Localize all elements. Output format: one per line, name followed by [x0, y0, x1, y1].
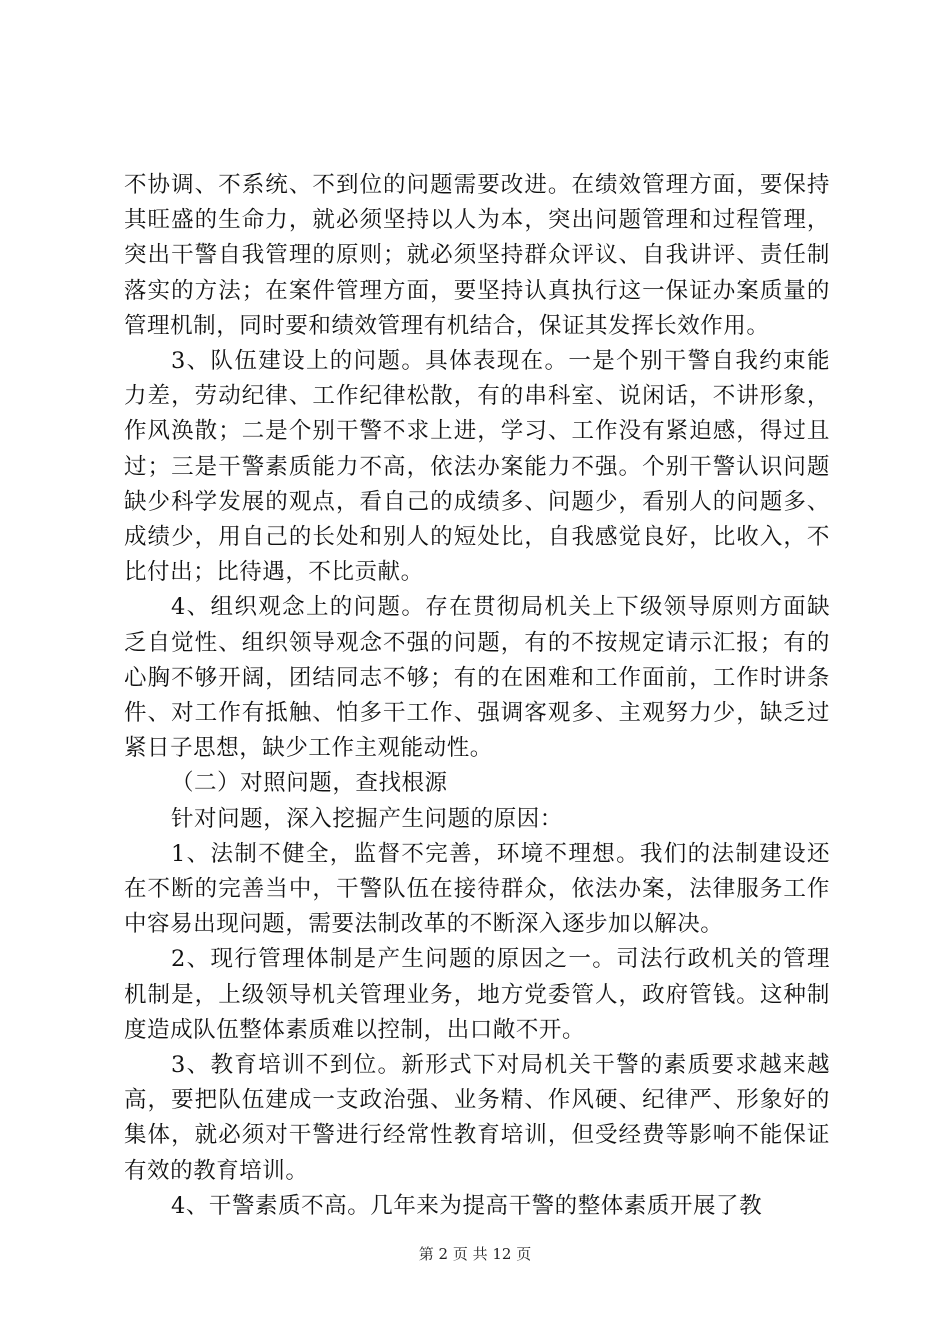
paragraph-team-building-issues: 3、队伍建设上的问题。具体表现在。一是个别干警自我约束能力差，劳动纪律、工作纪律松散，有的串科室、说闲话，不讲形象，作风涣散；二是个别干警不求上进，学习、工作没有紧迫感，得过且过；三是干警素质能力不高，依法办案能力不强。个别干警认识问题缺少科学发展的观点，看自己的成绩多、问题少，看别人的问题多、成绩少，用自己的长处和别人的短处比，自我感觉良好，比收入，不比付出；比待遇，不比贡献。: [124, 348, 830, 586]
section-heading-root-causes: （二）对照问题，查找根源: [171, 770, 448, 797]
paragraph-cause-management-system: 2、现行管理体制是产生问题的原因之一。司法行政机关的管理机制是，上级领导机关管理业务，地方党委管人，政府管钱。这种制度造成队伍整体素质难以控制，出口敞不开。: [124, 946, 830, 1043]
page-number-footer: 第 2 页 共 12 页: [418, 1245, 532, 1263]
paragraph-causes-intro: 针对问题，深入挖掘产生问题的原因：: [171, 805, 563, 832]
document-body: [124, 168, 830, 1224]
paragraph-cause-training: 3、教育培训不到位。新形式下对局机关干警的素质要求越来越高，要把队伍建成一支政治强、业务精、作风硬、纪律严、形象好的集体，就必须对干警进行经常性教育培训，但受经费等影响不能保证有效的教育培训。: [124, 1052, 830, 1184]
paragraph-cause-legal-system: 1、法制不健全，监督不完善，环境不理想。我们的法制建设还在不断的完善当中，干警队伍在接待群众，依法办案，法律服务工作中容易出现问题，需要法制改革的不断深入逐步加以解决。: [124, 840, 830, 938]
paragraph-organization-issues: 4、组织观念上的问题。存在贯彻局机关上下级领导原则方面缺乏自觉性、组织领导观念不强的问题，有的不按规定请示汇报；有的心胸不够开阔，团结同志不够；有的在困难和工作面前，工作时讲条件、对工作有抵触、怕多干工作、强调客观多、主观努力少，缺乏过紧日子思想，缺少工作主观能动性。: [124, 594, 830, 762]
paragraph-cause-staff-quality: 4、干警素质不高。几年来为提高干警的整体素质开展了教: [171, 1192, 763, 1219]
paragraph-continuation: 不协调、不系统、不到位的问题需要改进。在绩效管理方面，要保持其旺盛的生命力，就必须坚持以人为本，突出问题管理和过程管理，突出干警自我管理的原则；就必须坚持群众评议、自我讲评、责任制落实的方法；在案件管理方面，要坚持认真执行这一保证办案质量的管理机制，同时要和绩效管理有机结合，保证其发挥长效作用。: [124, 172, 830, 339]
